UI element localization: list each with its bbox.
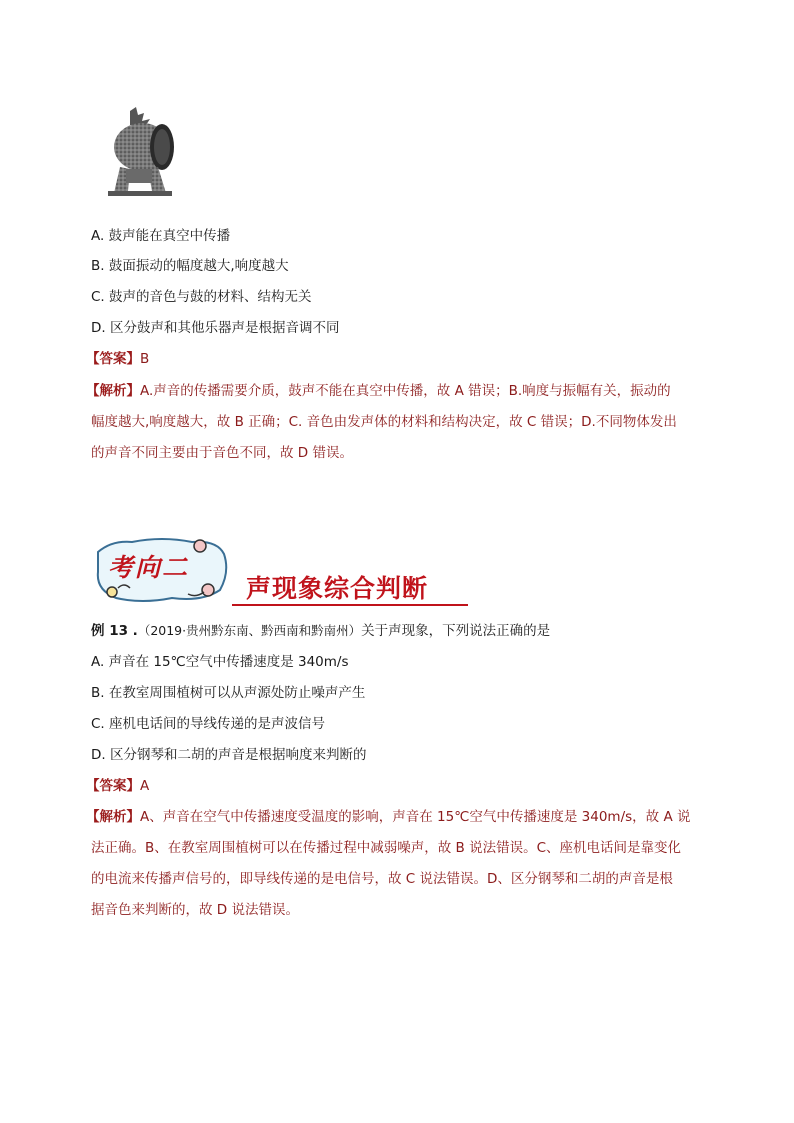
section-title: 声现象综合判断: [246, 574, 429, 603]
question-text: 关于声现象，下列说法正确的是: [361, 623, 551, 639]
q13-analysis-line-3: 的电流来传播声信号的，即导线传递的是电信号，故 C 说法错误。D、区分钢琴和二胡的声音是根: [91, 871, 673, 887]
q13-analysis-line-4: 据音色来判断的，故 D 说法错误。: [91, 902, 299, 918]
q13-option-a: A. 声音在 15℃空气中传播速度是 340m/s: [91, 654, 349, 670]
q12-option-c: C. 鼓声的音色与鼓的材料、结构无关: [91, 289, 312, 305]
q13-option-b: B. 在教室周围植树可以从声源处防止噪声产生: [91, 685, 366, 701]
q12-analysis-line-1: [86, 381, 671, 401]
answer-label: 【答案】: [86, 778, 140, 794]
bronze-drum-image: [100, 107, 184, 199]
q12-option-b: B. 鼓面振动的幅度越大,响度越大: [91, 258, 289, 274]
q12-option-a: A. 鼓声能在真空中传播: [91, 228, 231, 244]
section-title-underline: [232, 604, 468, 606]
q12-option-d: D. 区分鼓声和其他乐器声是根据音调不同: [91, 320, 340, 336]
q13-stem: [91, 621, 550, 641]
q12-analysis-line-3: 的声音不同主要由于音色不同，故 D 错误。: [91, 445, 353, 461]
answer-label: 【答案】: [86, 351, 140, 367]
q13-answer: [86, 776, 149, 796]
answer-value: B: [140, 351, 150, 367]
q12-answer: [86, 349, 149, 369]
analysis-label: 【解析】: [86, 809, 140, 825]
q12-analysis-line-2: 幅度越大,响度越大，故 B 正确；C. 音色由发声体的材料和结构决定，故 C 错误；D.不同物体发出: [91, 414, 677, 430]
q13-option-c: C. 座机电话间的导线传递的是声波信号: [91, 716, 326, 732]
q13-option-d: D. 区分钢琴和二胡的声音是根据响度来判断的: [91, 747, 367, 763]
analysis-text: A、声音在空气中传播速度受温度的影响，声音在 15℃空气中传播速度是 340m/s，故 A 说: [140, 809, 691, 825]
answer-value: A: [140, 778, 150, 794]
analysis-label: 【解析】: [86, 383, 140, 399]
question-source: （2019·贵州黔东南、黔西南和黔南州）: [137, 623, 362, 638]
q13-analysis-line-1: [86, 807, 690, 827]
example-number: 例 13 .: [91, 623, 138, 639]
analysis-text: A.声音的传播需要介质，鼓声不能在真空中传播，故 A 错误；B.响度与振幅有关，振动的: [140, 383, 671, 399]
section-badge-text: 考向二: [108, 553, 190, 582]
q13-analysis-line-2: 法正确。B、在教室周围植树可以在传播过程中减弱噪声，故 B 说法错误。C、座机电话间是靠变化: [91, 840, 682, 856]
